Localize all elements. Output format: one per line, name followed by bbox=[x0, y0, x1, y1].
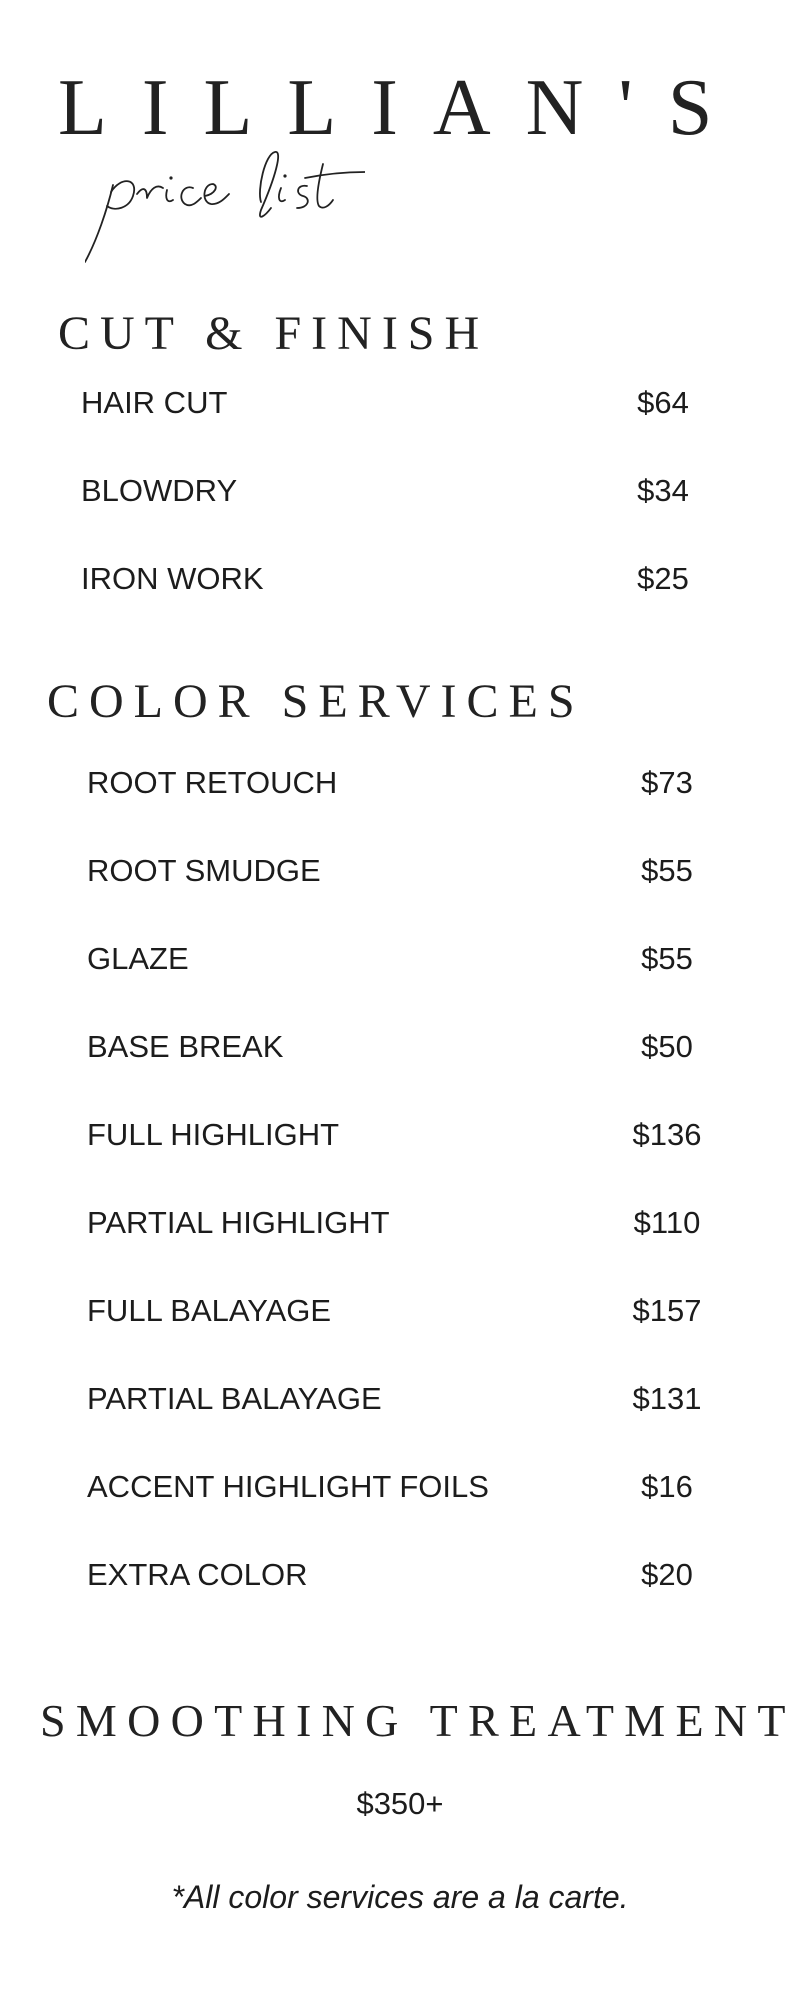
footnote: *All color services are a la carte. bbox=[171, 1879, 629, 1915]
service-price: $73 bbox=[641, 765, 693, 800]
price-row bbox=[87, 1381, 707, 1469]
service-price: $55 bbox=[641, 941, 693, 976]
service-name: PARTIAL HIGHLIGHT bbox=[87, 1205, 390, 1240]
price-row bbox=[87, 1469, 707, 1557]
color-services-list bbox=[87, 765, 707, 1645]
price-row bbox=[81, 473, 701, 561]
cut-finish-list bbox=[81, 385, 701, 649]
brand-title: LILLIAN'S bbox=[58, 64, 748, 152]
service-price: $64 bbox=[637, 385, 689, 420]
service-price: $136 bbox=[632, 1117, 702, 1152]
service-name: FULL BALAYAGE bbox=[87, 1293, 332, 1328]
price-row bbox=[87, 853, 707, 941]
price-row bbox=[87, 1205, 707, 1293]
section-title-cut-finish: CUT & FINISH bbox=[58, 307, 490, 360]
service-price: $50 bbox=[641, 1029, 693, 1064]
service-name: FULL HIGHLIGHT bbox=[87, 1117, 340, 1152]
price-list-script-logo bbox=[85, 150, 365, 270]
price-row bbox=[87, 1029, 707, 1117]
section-title-smoothing-treatment: SMOOTHING TREATMENT bbox=[40, 1695, 796, 1746]
service-price: $55 bbox=[641, 853, 693, 888]
service-price: $131 bbox=[632, 1381, 702, 1416]
service-name: ROOT SMUDGE bbox=[87, 853, 321, 888]
price-row bbox=[81, 385, 701, 473]
smoothing-price: $350+ bbox=[356, 1786, 444, 1821]
price-row bbox=[87, 1117, 707, 1205]
price-row bbox=[87, 1293, 707, 1381]
price-row bbox=[87, 765, 707, 853]
service-name: BASE BREAK bbox=[87, 1029, 284, 1064]
service-name: EXTRA COLOR bbox=[87, 1557, 308, 1592]
section-title-color-services: COLOR SERVICES bbox=[47, 675, 585, 728]
price-row bbox=[87, 1557, 707, 1645]
service-name: HAIR CUT bbox=[81, 385, 228, 420]
service-price: $110 bbox=[633, 1205, 701, 1240]
service-name: ACCENT HIGHLIGHT FOILS bbox=[87, 1469, 489, 1504]
service-price: $16 bbox=[641, 1469, 693, 1504]
service-price: $25 bbox=[637, 561, 689, 596]
service-name: GLAZE bbox=[87, 941, 189, 976]
service-name: IRON WORK bbox=[81, 561, 264, 596]
service-name: ROOT RETOUCH bbox=[87, 765, 338, 800]
service-price: $34 bbox=[637, 473, 689, 508]
price-row bbox=[81, 561, 701, 649]
price-row bbox=[87, 941, 707, 1029]
service-name: BLOWDRY bbox=[81, 473, 238, 508]
service-price: $20 bbox=[641, 1557, 693, 1592]
service-price: $157 bbox=[632, 1293, 702, 1328]
service-name: PARTIAL BALAYAGE bbox=[87, 1381, 382, 1416]
